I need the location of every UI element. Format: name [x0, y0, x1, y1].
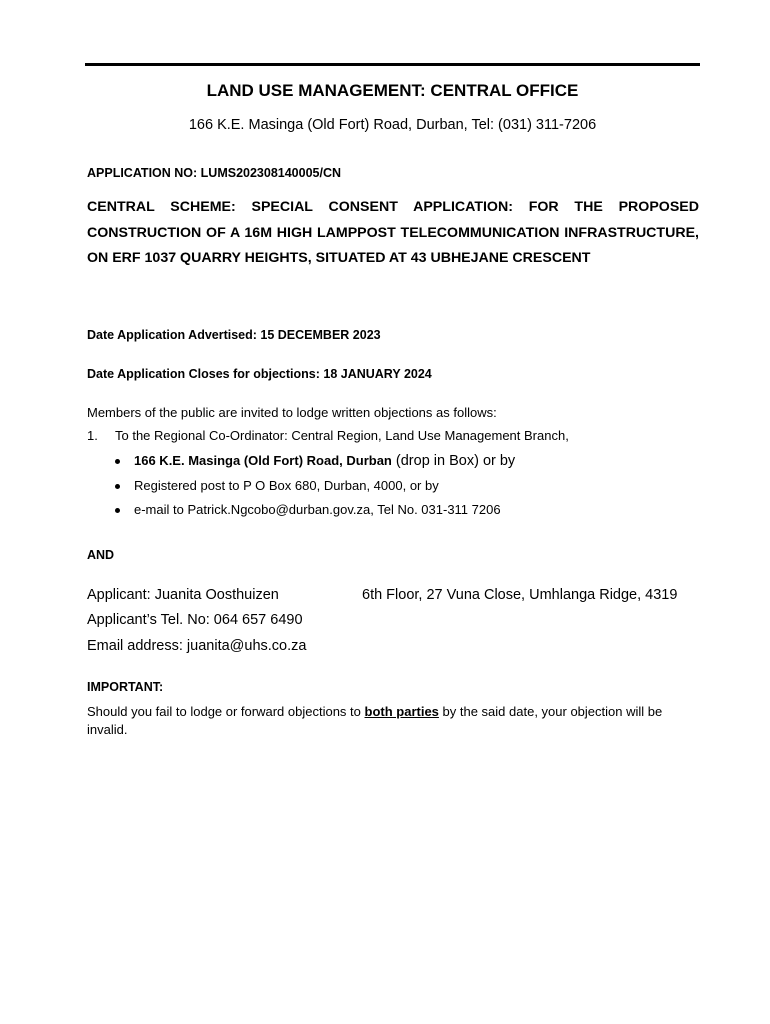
important-text-before: Should you fail to lodge or forward objections to [87, 704, 365, 719]
date-advertised: Date Application Advertised: 15 DECEMBER 2023 [87, 328, 381, 342]
objections-intro: Members of the public are invited to lodge written objections as follows: [87, 405, 497, 420]
applicant-address: 6th Floor, 27 Vuna Close, Umhlanga Ridge, 4319 [362, 587, 678, 603]
applicant-tel: Applicant’s Tel. No: 064 657 6490 [87, 612, 303, 628]
date-closes: Date Application Closes for objections: 18 JANUARY 2024 [87, 367, 432, 381]
and-label: AND [87, 548, 115, 562]
applicant-email: Email address: juanita@uhs.co.za [87, 638, 307, 654]
bullet-drop-box-bold: 166 K.E. Masinga (Old Fort) Road, Durban [134, 453, 392, 468]
bullet-drop-box [115, 453, 515, 469]
applicant-name: Applicant: Juanita Oosthuizen [87, 587, 279, 603]
scheme-description: CENTRAL SCHEME: SPECIAL CONSENT APPLICATION: FOR THE PROPOSED CONSTRUCTION OF A 16M HIGH LAMPPOST TELECOMMUNICATION INFRASTRUCTURE, ON ERF 1037 QUARRY HEIGHTS, SITUATED AT 43 UBHEJANE CRESCENT [87, 199, 699, 266]
important-text-after: by the said date, your objection will be invalid. [87, 704, 663, 737]
header-rule [85, 63, 700, 66]
important-heading: IMPORTANT: [87, 680, 164, 694]
bullet-post-text: Registered post to P O Box 680, Durban, 4000, or by [134, 478, 439, 493]
bullet-email-text: e-mail to Patrick.Ngcobo@durban.gov.za, Tel No. 031-311 7206 [134, 502, 501, 517]
important-text [87, 703, 699, 739]
application-number: APPLICATION NO: LUMS202308140005/CN [87, 166, 342, 180]
bullet-post [115, 478, 439, 493]
page-title: LAND USE MANAGEMENT: CENTRAL OFFICE [206, 81, 579, 100]
bullet-drop-box-rest: (drop in Box) or by [391, 453, 516, 469]
bullet-email [115, 502, 501, 517]
list-item-text: To the Regional Co-Ordinator: Central Region, Land Use Management Branch, [115, 428, 569, 443]
both-parties-emphasis: both parties [364, 704, 439, 719]
office-address: 166 K.E. Masinga (Old Fort) Road, Durban, Tel: (031) 311-7206 [188, 117, 597, 133]
list-item-number: 1. [87, 428, 98, 443]
